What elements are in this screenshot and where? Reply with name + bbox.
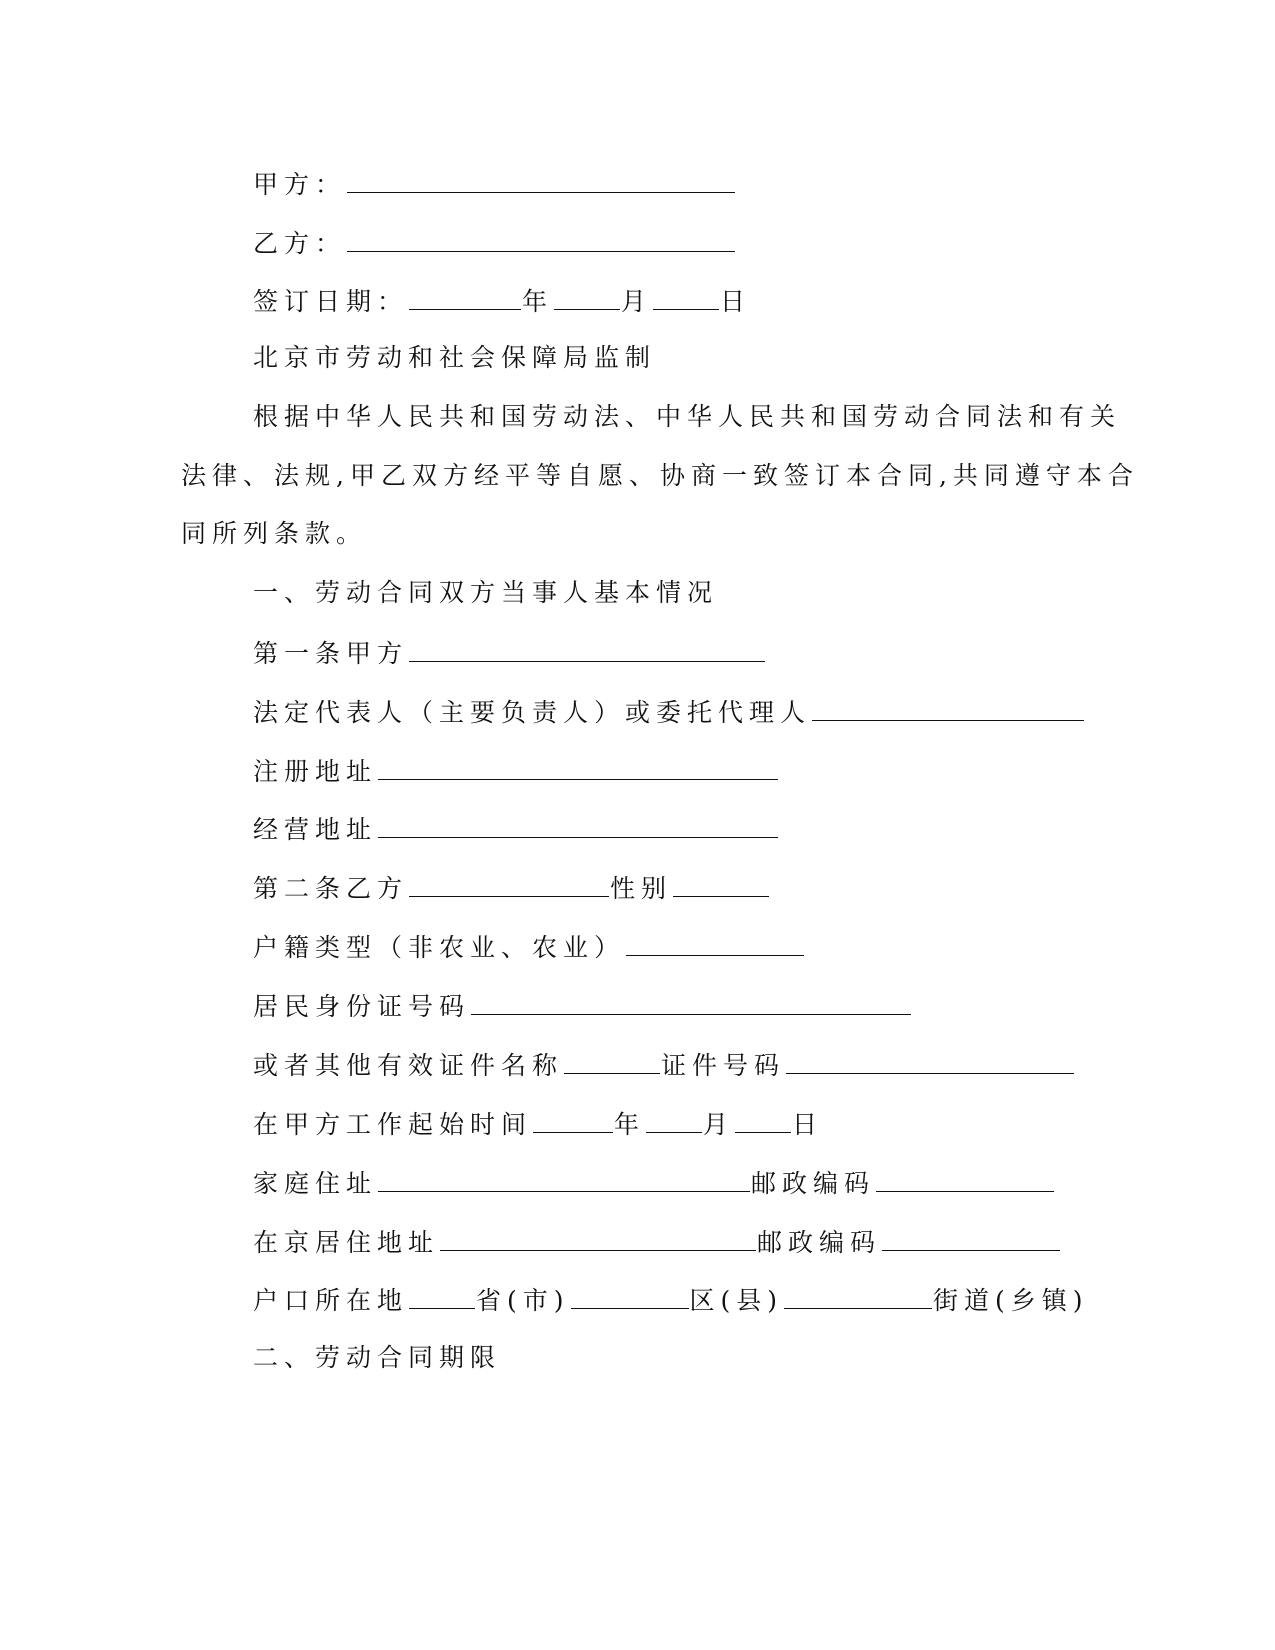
party-b-blank[interactable] — [347, 225, 735, 252]
id-number-label: 居民身份证号码 — [253, 992, 471, 1021]
id-number-blank[interactable] — [471, 988, 911, 1015]
start-time-label: 在甲方工作起始时间 — [253, 1110, 533, 1139]
section2-title — [253, 1341, 501, 1375]
preamble-text-3: 同所列条款。 — [181, 519, 368, 548]
id-number-line — [253, 988, 912, 1022]
registered-address-line — [253, 753, 779, 787]
district-label: 区(县) — [689, 1286, 784, 1315]
preamble-line-3 — [181, 517, 367, 551]
month-text: 月 — [621, 287, 653, 316]
party-a-blank[interactable] — [347, 166, 735, 193]
legal-rep-blank[interactable] — [812, 694, 1084, 721]
sign-year-blank[interactable] — [409, 283, 521, 310]
street-label: 街道(乡镇) — [933, 1286, 1089, 1315]
beijing-postcode-label: 邮政编码 — [757, 1228, 882, 1257]
home-address-label: 家庭住址 — [253, 1169, 378, 1198]
sign-date-line — [253, 283, 751, 317]
issuer-line — [253, 341, 656, 375]
sign-month-blank[interactable] — [554, 283, 620, 310]
beijing-address-line — [253, 1224, 1061, 1258]
preamble-text-1: 根据中华人民共和国劳动法、中华人民共和国劳动合同法和有关 — [253, 402, 1122, 431]
hukou-district-blank[interactable] — [571, 1282, 689, 1309]
household-type-label: 户籍类型（非农业、农业） — [253, 933, 626, 962]
business-address-blank[interactable] — [378, 811, 778, 838]
other-id-blank[interactable] — [564, 1047, 660, 1074]
sign-date-label: 签订日期： — [253, 287, 409, 316]
hukou-line — [253, 1282, 1089, 1316]
province-label: 省(市) — [476, 1286, 570, 1315]
household-type-line — [253, 929, 805, 963]
party-b-name-blank[interactable] — [409, 870, 609, 897]
issuer-text: 北京市劳动和社会保障局监制 — [253, 343, 657, 372]
household-type-blank[interactable] — [626, 929, 804, 956]
home-postcode-label: 邮政编码 — [751, 1169, 876, 1198]
article1-label: 第一条甲方 — [253, 639, 409, 668]
start-day-blank[interactable] — [735, 1106, 791, 1133]
preamble-line-1 — [253, 400, 1121, 434]
day-text: 日 — [720, 287, 752, 316]
home-address-line — [253, 1165, 1055, 1199]
hukou-label: 户口所在地 — [253, 1286, 409, 1315]
legal-rep-label: 法定代表人（主要负责人）或委托代理人 — [253, 698, 812, 727]
home-address-blank[interactable] — [378, 1165, 750, 1192]
preamble-line-2 — [181, 459, 1139, 493]
party-a-name-blank[interactable] — [409, 635, 765, 662]
hukou-street-blank[interactable] — [784, 1282, 932, 1309]
cert-number-blank[interactable] — [786, 1047, 1074, 1074]
gender-label: 性别 — [610, 874, 673, 903]
article2-line — [253, 870, 770, 904]
hukou-province-blank[interactable] — [409, 1282, 475, 1309]
section1-title — [253, 576, 718, 610]
registered-address-blank[interactable] — [378, 753, 778, 780]
registered-address-label: 注册地址 — [253, 757, 378, 786]
start-year-text: 年 — [614, 1110, 646, 1139]
section1-title-text: 一、劳动合同双方当事人基本情况 — [253, 578, 719, 607]
section2-title-text: 二、劳动合同期限 — [253, 1343, 502, 1372]
cert-number-label: 证件号码 — [661, 1051, 786, 1080]
start-time-line — [253, 1106, 823, 1140]
other-id-label: 或者其他有效证件名称 — [253, 1051, 564, 1080]
start-day-text: 日 — [792, 1110, 824, 1139]
party-a-label: 甲方： — [253, 170, 347, 199]
preamble-text-2: 法律、法规,甲乙双方经平等自愿、协商一致签订本合同,共同遵守本合 — [181, 461, 1139, 490]
beijing-address-label: 在京居住地址 — [253, 1228, 440, 1257]
gender-blank[interactable] — [673, 870, 769, 897]
article1-line — [253, 635, 766, 669]
home-postcode-blank[interactable] — [876, 1165, 1054, 1192]
year-text: 年 — [522, 287, 554, 316]
legal-rep-line — [253, 694, 1085, 728]
article2-label: 第二条乙方 — [253, 874, 409, 903]
start-year-blank[interactable] — [533, 1106, 613, 1133]
start-month-text: 月 — [703, 1110, 735, 1139]
beijing-address-blank[interactable] — [440, 1224, 756, 1251]
sign-day-blank[interactable] — [653, 283, 719, 310]
business-address-line — [253, 811, 779, 845]
other-id-line — [253, 1047, 1075, 1081]
business-address-label: 经营地址 — [253, 815, 378, 844]
beijing-postcode-blank[interactable] — [882, 1224, 1060, 1251]
start-month-blank[interactable] — [646, 1106, 702, 1133]
party-b-line — [253, 225, 736, 259]
party-a-line — [253, 166, 736, 200]
party-b-label: 乙方： — [253, 229, 347, 258]
